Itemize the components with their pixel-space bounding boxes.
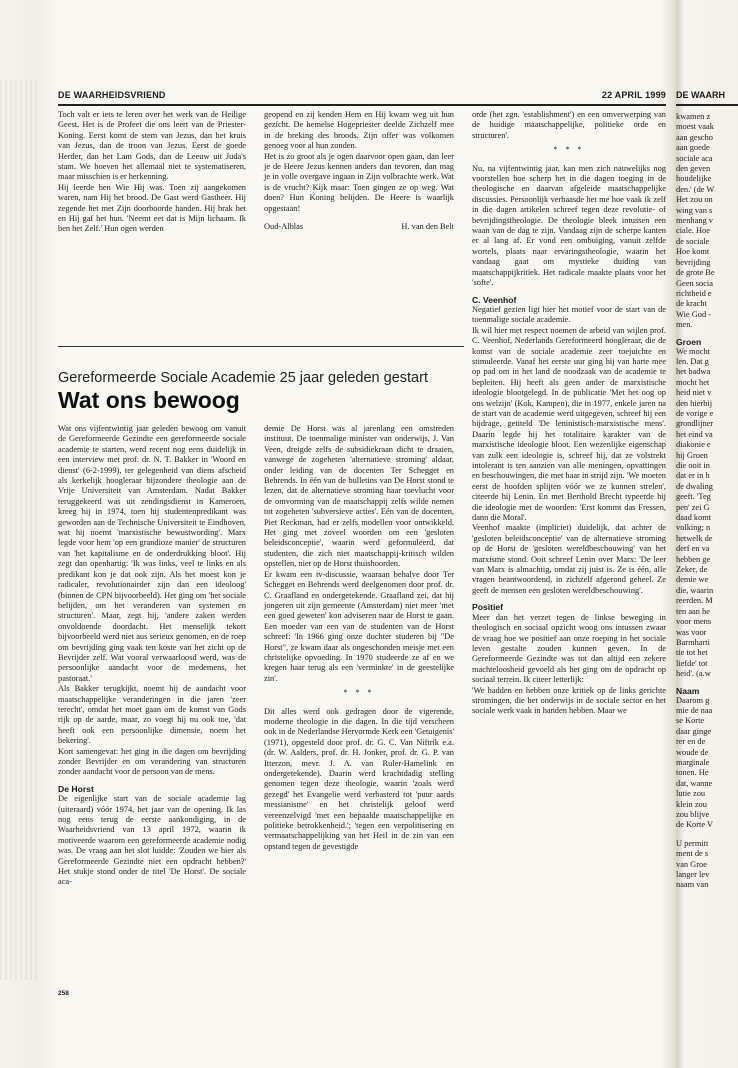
main-article-col2b-text: Dit alles werd ook gedragen door de vigerende, moderne theologie in die dagen. In die tijd verscheen ook in de Nederlandse Hervormde Kerk een 'Getuigenis' (1971), opgesteld door prof. dr. G. C. Van Niftrik e.a. (dr. W. Aalders, prof. dr. H. Jonker, prof. dr. G. P. van Itterzon, mevr. J. A. van Ruler-Hamelink en ondergetekende). Daarin werd krachtdadig stelling genomen tegen deze theologie, waarin 'zoals werd gezegd' het Evangelie werd verbasterd tot 'puur aards messianisme' en het christelijk geloof werd vereenzelvigd 'met een bepaalde maatschappelijke en politieke betrokkenheid.'; 'tegen een verpolitisering en vermaatschappelijking van het Heil in de zin van een opstand tegen de gevestigde <box>264 706 454 851</box>
paragraph: Kort samengevat: het ging in die dagen om bevrijding zonder Bevrijder en om verandering van structuren zonder aandacht voor de persoon van de mens. <box>58 746 246 777</box>
page-header <box>58 90 666 106</box>
paragraph: geopend en zij kenden Hem en Hij kwam weg uit hun gezicht. De hemelse Hogepriester deelde Zichzelf mee in de breking des broods. Zijn offer was volkomen genoeg voor al hun zonden. <box>264 110 454 151</box>
next-page-line: het eind va <box>676 429 713 439</box>
next-page-line: voor mens <box>676 617 712 627</box>
main-article-col3 <box>472 110 666 717</box>
next-page-line: Barmharti <box>676 637 710 647</box>
next-page-line: wing van s <box>676 205 713 215</box>
next-page-lines-a <box>676 112 738 331</box>
paragraph: Ik wil hier met respect noemen de arbeid van wijlen prof. C. Veenhof, Nederlands Gereformeerd hoogleraar, die de komst van de sociale academie zeer toejuichte en stimuleerde. Vanaf het eerste uur ging hij van harte mee op pad om in het land de noodzaak van de academie te bepleiten. Hij heeft als geen ander de marxistische ideologie blootgelegd. In de publicatie 'Met het oog op ons welzijn' (Kok, Kampen), die in 1977, enkele jaren na de start van de academie werd uitgegeven, schreef hij een bijdrage, getiteld 'De leninistisch-marxistische mens'. Daarin legde hij het totalitaire karakter van de marxistische ideologie bloot. Een wezenlijke eigenschap van zulk een ideologie is, schreef hij, dat ze volstrekt intolerant is ten aanzien van alle meningen, opvattingen en beschouwingen, die met haar in strijd zijn. 'We moeten eerst de hoofden splijten vóór we ze kunnen strelen', citeerde hij Lenin. En met Berthold Brecht typeerde hij die ideologie met de woorden: 'Erst kommt das Fressen, dann die Moral'. <box>472 325 666 523</box>
next-page-line: de Korte V <box>676 820 714 830</box>
paragraph: Wat ons vijfentwintig jaar geleden bewoog om vanuit de Gereformeerde Gezindte een gereformeerde sociale academie te starten, werd recent nog eens duidelijk in een interview met prof. dr. N. T. Bakker in 'Woord en dienst' (6-2-1999), ter gelegenheid van diens afscheid als kerkelijk hoogleraar bijzondere theologie aan de Vrije Universiteit van Amsterdam. Nadat Bakker teruggekeerd was uit zendingsdienst in Kameroen, kreeg hij in 1974, toen hij studentenpredikant was geworden aan de Technische Universiteit te Eindhoven, wat hij noemt 'marxistische bewustwording'. Marx legde voor hem 'op een grandioze manier' de structuren van 'het kapitalisme en de onderdrukking bloot'. Hij zegt dan openhartig: 'Ik was links, veel te links en als predikant kon je dat ook zijn. Als het moest kon je radicaler, revolutionairder zijn dan een ideoloog' (binnen de CPN bijvoorbeeld). Het ging om 'het sociale belijden, om het veranderen van systemen en structuren'. Maar, zegt hij, 'andere zaken werden onvoldoende doordacht. Het menselijk tekort bijvoorbeeld werd niet aus serieux genomen, en de roep om bevrijding ging vaak ten koste van het zicht op de Bevrijder zelf. Wat vooral verwaarloosd werd, was de persoonlijke aandacht voor de medemens, het pastoraat.' <box>58 424 246 683</box>
next-page-line: de grote Be <box>676 268 715 278</box>
next-page-line: geeft. 'Teg <box>676 492 711 502</box>
next-page-lines-b <box>676 347 738 680</box>
next-page-line: ciale. Hoe <box>676 226 710 236</box>
next-page-line: hetwelk de <box>676 533 713 543</box>
section-stars-col2: * * * <box>343 688 375 698</box>
next-page-line: woude de <box>676 747 709 757</box>
next-page-line: aan goede <box>676 143 710 153</box>
subheading-positief: Positief <box>472 602 504 613</box>
page-number: 258 <box>58 990 69 997</box>
next-page-line: Daarom g <box>676 695 710 705</box>
issue-date: 22 APRIL 1999 <box>601 90 666 100</box>
subheading-de-horst: De Horst <box>58 783 94 794</box>
next-page-line: richtheid e <box>676 288 712 298</box>
next-page-line: de kracht <box>676 299 707 309</box>
next-page-line: het badwa <box>676 367 711 377</box>
main-article-col1 <box>58 424 246 888</box>
next-page-line: men. <box>676 320 693 330</box>
next-page-line: mie de naa <box>676 705 713 715</box>
next-page-line: heid niet v <box>676 388 712 398</box>
next-page-line: daad komt <box>676 513 712 523</box>
next-page-line: de sociale <box>676 236 710 246</box>
next-page-line: langer lev <box>676 870 710 880</box>
next-page-line: Wie God - <box>676 309 712 319</box>
signature <box>264 222 454 232</box>
article-kicker: Gereformeerde Sociale Academie 25 jaar geleden gestart <box>58 370 428 386</box>
next-page-line: Het zou on <box>676 195 713 205</box>
next-page-line: de vorige e <box>676 408 714 418</box>
paragraph: Hij leerde hen Wie Hij was. Toen zij aangekomen waren, nam Hij het brood. De Gast werd Gastheer. Hij zegende het met Zijn doorboorde handen. Hij brak het en Hij gaf het hun. 'Neemt eet dat is Mijn lichaam. Ik ben het Zelf.' Hun ogen werden <box>58 182 246 234</box>
top-article-col2 <box>264 110 454 232</box>
next-page-line: den.' (de W <box>676 184 715 194</box>
subheading-veenhof: C. Veenhof <box>472 294 517 305</box>
next-page-line: mocht het <box>676 377 710 387</box>
main-article-col1b-text: De eigenlijke start van de sociale academie lag (uiteraard) vóór 1974, het jaar van de opening. Ik las nog eens terug de eerste aankondiging, in de Waarheidsvriend van 13 april 1972, waarin ik motiveerde waarom een gereformeerde academie nodig was. De vraag aan het slot luidde: 'Zouden we hier als Gereformeerde Gezindte niet een opdracht hebben?' Het stukje stond onder de titel 'De Horst'. De sociale aca- <box>58 794 246 887</box>
article-headline: Wat ons bewoog <box>58 387 240 413</box>
next-page-line: aan gescho <box>676 132 713 142</box>
next-page-line: rer en de <box>676 737 706 747</box>
next-page-line: zou blijve <box>676 810 710 819</box>
next-page-lines-c <box>676 696 738 831</box>
next-page-header: DE WAARH <box>676 90 738 106</box>
next-page-line: reerden. M <box>676 596 713 606</box>
publication-name: DE WAARHEIDSVRIEND <box>58 90 166 100</box>
paragraph: 'We hadden en hebben onze kritiek op de links gerichte stromingen, die het onderwijs in de sociale sector en het sociale werk vaak in handen hebben. Maar we <box>472 685 666 716</box>
next-page-line: menhang v <box>676 216 713 226</box>
newspaper-page <box>58 90 670 1010</box>
next-page-line: die, waarin <box>676 585 714 595</box>
next-page-line: de dwaling <box>676 481 713 491</box>
paragraph: Als Bakker terugkijkt, noemt hij de aandacht voor maatschappelijke veranderingen in die jaren 'zeer terecht', omdat het moet gaan om de komst van Gods rijk op de aarde, maar, zo voegt hij nu ook toe, 'dat heeft ook een persoonlijke dimensie, noem het bekering'. <box>58 684 246 746</box>
next-page-line: bevrijding <box>676 257 711 267</box>
next-page-line: ten aan he <box>676 606 710 616</box>
paragraph: Het is zo groot als je ogen daarvoor open gaan, dan leer je de Heere Jezus kennen anders dan tevoren, dan mag je in volle overgave ingaan in Zijn volbrachte werk. Wat is de vrucht? Kijk maar: Toen gingen ze op weg. Wat doen? Hun Koning belijden. De Heere is waarlijk opgestaan! <box>264 151 454 213</box>
next-page-line: derf en va <box>676 544 710 554</box>
paragraph: Negatief gezien ligt hier het motief voor de start van de toenmalige sociale academie. <box>472 304 666 325</box>
next-page-line: volking; n <box>676 523 711 533</box>
next-page-line: klein zou <box>676 799 707 809</box>
next-page-line: lutie zou <box>676 789 706 799</box>
next-page-line: pen' zei G <box>676 502 710 512</box>
signature-place: Oud-Alblas <box>264 222 304 232</box>
binding-shadow <box>0 80 38 980</box>
paragraph: Er kwam een tv-discussie, waaraan behalve door Ter Schegget en Behrends werd deelgenomen door prof. dr. C. Graafland en ondergetekende. Graafland zei, dat hij jongeren uit zijn gemeente (Amsterdam) niet meer 'met een goed geweten' kon adviseren naar de Horst te gaan. Een moeder van een van de studenten van de Horst schreef: 'In 1966 ging onze dochter studeren bij "De Horst", ze kwam daar als ongeschonden meisje met een christelijke opvoeding. In 1970 studeerde ze af en we kregen haar terug als een 'verminkte' in de geestelijke zin'. <box>264 569 454 683</box>
next-page-line: den hierbij <box>676 398 713 408</box>
next-page-line: kwamen z <box>676 112 711 121</box>
section-stars-col3: * * * <box>553 145 585 155</box>
next-page-line: tonen. He <box>676 768 709 778</box>
next-page-line: hij Groen <box>676 450 708 460</box>
col3-top-text: orde (het zgn. 'establishment') en een omverwerping van de huidige maatschappelijke, politieke orde en structuren'. <box>472 110 666 140</box>
col3-positief-text <box>472 613 666 717</box>
next-page-line: moest vaak <box>676 122 714 132</box>
next-page-line: se Korte <box>676 716 705 726</box>
top-article-col2-text <box>264 110 454 214</box>
next-page-line: Hoe komt <box>676 247 710 257</box>
next-page-line: marginale <box>676 757 710 767</box>
next-page-line: van Groe <box>676 859 707 869</box>
next-page-line: heid'. (a.w <box>676 669 711 679</box>
signature-name: H. van den Belt <box>401 222 454 232</box>
article-divider <box>58 346 464 347</box>
next-page-line: demie we <box>676 575 709 585</box>
next-page-line: U permitt <box>676 838 709 848</box>
next-page-line: dat, wanne <box>676 778 713 788</box>
next-page-line: Geen socia <box>676 278 713 288</box>
next-page-line: naam van <box>676 880 709 890</box>
main-article-col1-text <box>58 424 246 778</box>
next-page-line: Zeker, de <box>676 565 708 575</box>
next-page-line: ment de s <box>676 849 709 859</box>
col3-mid-text: Nu, na vijfentwintig jaar, kan men zich nauwelijks nog voorstellen hoe scherp het in die dagen toeging in de theologische en daarvan afgeleide maatschappelijke discussies. Persoonlijk verbaasde het me hoe vaak ik zelf in die dagen artikelen schreef tegen deze revolutie- of bevrijdingstheologie. De theologie bleek intussen een waan van de dag te zijn. Vandaag zijn de scherpe kanten er al lang af. Er vond een ombuiging, vanuit zelfde wortels, plaats naar ervaringstheologie, waarin het vandaag gaat om mystieke duiding van maatschappijkritiek. Het radicale maakte plaats voor het 'softe'. <box>472 163 666 288</box>
next-page-line: len. Dat g <box>676 356 709 366</box>
next-page-line: houdelijke <box>676 174 712 184</box>
next-page-line: sociale aca <box>676 153 713 163</box>
next-page-line: tie tot het <box>676 648 708 658</box>
next-page-edge <box>676 90 738 1010</box>
next-subheading-groen: Groen <box>676 336 702 347</box>
next-page-line: den geven <box>676 164 711 174</box>
paragraph: Meer dan het verzet tegen de linkse beweging in theologisch en sociaal opzicht woog ons intussen zwaar de vraag hoe we positief aan onze roeping in het sociale leven gestalte zouden kunnen geven. In de Gereformeerde Gezindte was tot dan altijd een zekere machteloosheid gevoeld als het ging om de opdracht op sociaal terrein. Ik citeer letterlijk: <box>472 612 666 685</box>
top-article-col1 <box>58 110 246 235</box>
next-page-line: daar ginge <box>676 726 712 736</box>
paragraph: Toch valt er iets te leren over het werk van de Heilige Geest. Het is de Profeet die ons leert van de Priester-Koning. Eerst komt de stem van Jezus, dan het kruis van Jezus, dan de troon van Jezus. Eerst de goede Herder, dan het Lam Gods, dan de Leeuw uit Juda's stam. We hoeven het allemaal niet te systematiseren, maar misschien is er herkenning. <box>58 110 246 182</box>
main-article-col2-text <box>264 424 454 684</box>
next-page-line: was voor <box>676 627 707 637</box>
col3-veenhof-text <box>472 305 666 596</box>
next-page-line: hebben ge <box>676 554 711 564</box>
next-page-line: diakonie e <box>676 440 711 450</box>
next-page-line: dat er in h <box>676 471 710 481</box>
next-page-line: die ooit in <box>676 461 710 470</box>
next-page-line: grondlijner <box>676 419 714 429</box>
paragraph: demie De Horst was al jarenlang een omstreden instituut. De toenmalige minister van onderwijs, J. Van Veen, dreigde zelfs de subsidiekraan dicht te draaien, vanwege de zogeheten 'alternatieve stroming' aldaar, onder leiding van de docenten Ter Schegget en Behrends. In één van de bulletins van De Horst stond te lezen, dat de alternatieve stroming haar toevlucht voor de omvorming van de maatschappij zelfs wilde nemen tot zogeheten 'subversieve acties'. Eén van de docenten, Piet Reckman, had er zelfs modellen voor ontwikkeld. Het ging met zoveel woorden om een 'gesloten beleidsconceptie', waarin werd geformuleerd, dat studenten, die zich niet maatschappij-kritisch wilden opstellen, niet op de Horst thuishoorden. <box>264 424 454 569</box>
next-subheading-naam: Naam <box>676 685 700 696</box>
paragraph: Veenhof maakte (impliciet) duidelijk, dat achter de 'gesloten beleidsconceptie' van de alternatieve stroming op de Horst de 'gesloten wereldbeschouwing' van het marxisme stond. Ooit schreef Lenin over Marx: 'De leer van Marx is almachtig, omdat zij juist is. Ze is één, alle vragen beantwoordend, in zichzelf afgerond geheel. Ze geeft de mensen een gesloten wereldbeschouwing'. <box>472 523 666 595</box>
next-page-line: We mocht <box>676 346 710 356</box>
next-page-lines-d <box>676 839 738 891</box>
next-page-line: liefde' tot <box>676 658 708 668</box>
main-article-col2 <box>264 424 454 852</box>
